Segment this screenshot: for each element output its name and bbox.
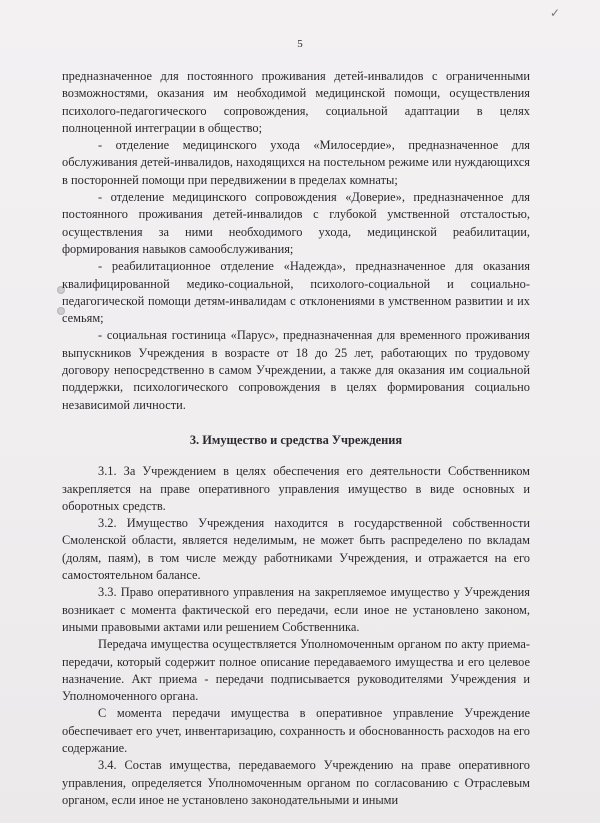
paragraph-transfer: Передача имущества осуществляется Уполномоченным органом по акту приема-передачи, который содержит полное описание передаваемого имущества и его целевое назначение. Акт приема - передачи подписывается руководителями Учреждения и Уполномоченного органа.: [62, 637, 530, 704]
corner-check-mark: ✓: [549, 6, 560, 20]
paragraph-accounting: С момента передачи имущества в оперативное управление Учреждение обеспечивает его учет, инвентаризацию, сохранность и обоснованность расходов на его содержание.: [62, 706, 530, 755]
page-number: 5: [297, 38, 303, 50]
document-body: [62, 68, 530, 809]
section-heading: 3. Имущество и средства Учреждения: [189, 432, 403, 447]
paragraph-intro: предназначенное для постоянного проживания детей-инвалидов с ограниченными возможностями, оказания им необходимой медицинской помощи, осуществления психолого-педагогического сопровождения, социальной адаптации в целях полноценной интеграции в общество;: [62, 69, 530, 135]
paragraph-department-doverie: - отделение медицинского сопровождения «Доверие», предназначенное для постоянного проживания детей-инвалидов с глубокой умственной отсталостью, осуществления за ними необходимого ухода, медицинской реабилитации, формирования навыков самообслуживания;: [62, 190, 530, 256]
paragraph-department-miloserdie: - отделение медицинского ухода «Милосердие», предназначенное для обслуживания детей-инвалидов, находящихся на постельном режиме или нуждающихся в посторонней помощи при передвижении в пределах комнаты;: [62, 138, 530, 187]
paragraph-department-nadezhda: - реабилитационное отделение «Надежда», предназначенное для оказания квалифицированной медико-социальной, психолого-социальной и социально-педагогической помощи детям-инвалидам с отклонениями в умственном развитии и их семьям;: [62, 259, 530, 326]
clause-3-4: 3.4. Состав имущества, передаваемого Учреждению на праве оперативного управления, определяется Уполномоченным органом по согласованию с Отраслевым органом, если иное не установлено законодательными и иными: [62, 758, 530, 807]
clause-3-1: 3.1. За Учреждением в целях обеспечения его деятельности Собственником закрепляется на праве оперативного управления имущество в виде основных и оборотных средств.: [62, 464, 530, 513]
clause-3-3: 3.3. Право оперативного управления на закрепляемое имущество у Учреждения возникает с момента фактической его передачи, если иное не установлено законом, иными правовыми актами или решением Собственника.: [62, 585, 530, 634]
paragraph-hotel-parus: - социальная гостиница «Парус», предназначенная для временного проживания выпускников Учреждения в возрасте от 18 до 25 лет, работающих по трудовому договору непосредственно в самом Учреждении, а также для оказания им социальной поддержки, психологического сопровождения в целях формирования социально независимой личности.: [62, 328, 530, 412]
clause-3-2: 3.2. Имущество Учреждения находится в государственной собственности Смоленской области, является неделимым, не может быть распределено по вкладам (долям, паям), в том числе между работниками Учреждения, и отражается на его самостоятельном балансе.: [62, 516, 530, 583]
